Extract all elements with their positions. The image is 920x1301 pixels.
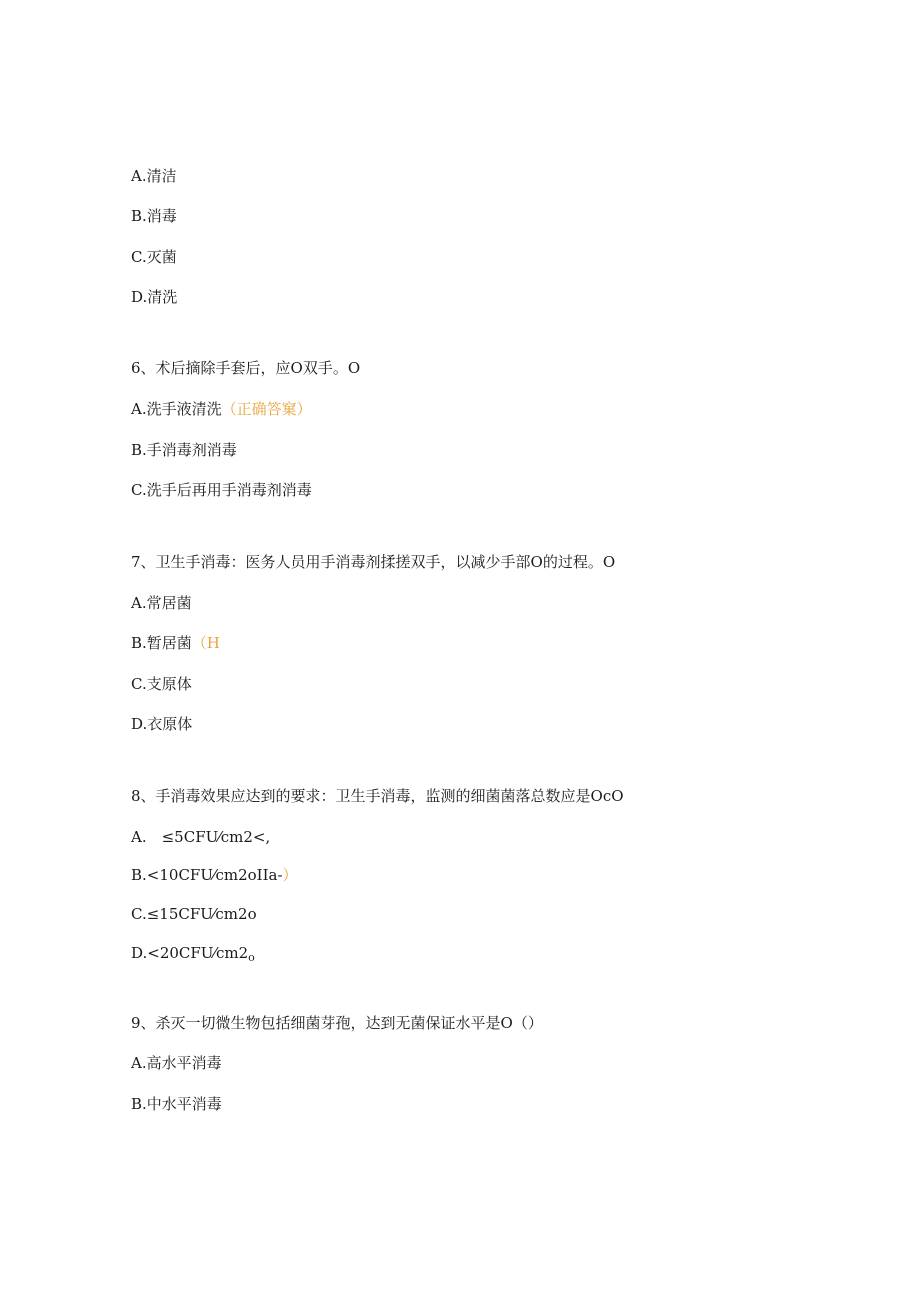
q8-option-d xyxy=(131,943,255,968)
q8-question: 8、手消毒效果应达到的要求：卫生手消毒，监测的细菌菌落总数应是OcO xyxy=(131,787,624,805)
q8-option-b xyxy=(131,865,298,885)
q6-question: 6、术后摘除手套后，应O双手。O xyxy=(131,359,361,377)
q5-option-b: B.消毒 xyxy=(131,207,177,225)
q9-question: 9、杀灭一切微生物包括细菌芽孢，达到无菌保证水平是O（） xyxy=(131,1014,543,1032)
q6-answer-mark: （正确答窠） xyxy=(221,400,312,418)
q7-option-c: C.支原体 xyxy=(131,675,192,693)
q7-option-b xyxy=(131,633,220,653)
q6-option-a xyxy=(131,399,312,419)
q7-question: 7、卫生手消毒：医务人员用手消毒剂揉搓双手，以减少手部O的过程。O xyxy=(131,553,616,571)
q7-option-b-text: B.暂居菌 xyxy=(131,634,192,652)
q8-option-a: A. ≤5CFU⁄cm2<, xyxy=(131,828,271,846)
q9-option-a: A.高水平消毒 xyxy=(131,1054,222,1072)
q6-option-a-text: A.洗手液清洗 xyxy=(131,400,222,418)
q8-option-d-suffix: o xyxy=(248,951,255,964)
q7-option-d: D.衣原体 xyxy=(131,715,193,733)
q5-option-d: D.清洗 xyxy=(131,288,178,306)
q5-option-c: C.灭菌 xyxy=(131,248,177,266)
q6-option-c: C.洗手后再用手消毒剂消毒 xyxy=(131,481,312,499)
q7-option-a: A.常居菌 xyxy=(131,594,192,612)
q8-answer-mark: ） xyxy=(282,866,298,884)
q8-option-b-text: B.<10CFU⁄cm2oIIa- xyxy=(131,866,283,884)
q9-option-b: B.中水平消毒 xyxy=(131,1095,222,1113)
q8-option-c: C.≤15CFU⁄cm2o xyxy=(131,905,257,923)
q5-option-a: A.清洁 xyxy=(131,167,177,185)
q7-answer-mark: （H xyxy=(191,634,220,652)
q8-option-d-text: D.<20CFU⁄cm2 xyxy=(131,944,249,962)
q6-option-b: B.手消毒剂消毒 xyxy=(131,441,237,459)
